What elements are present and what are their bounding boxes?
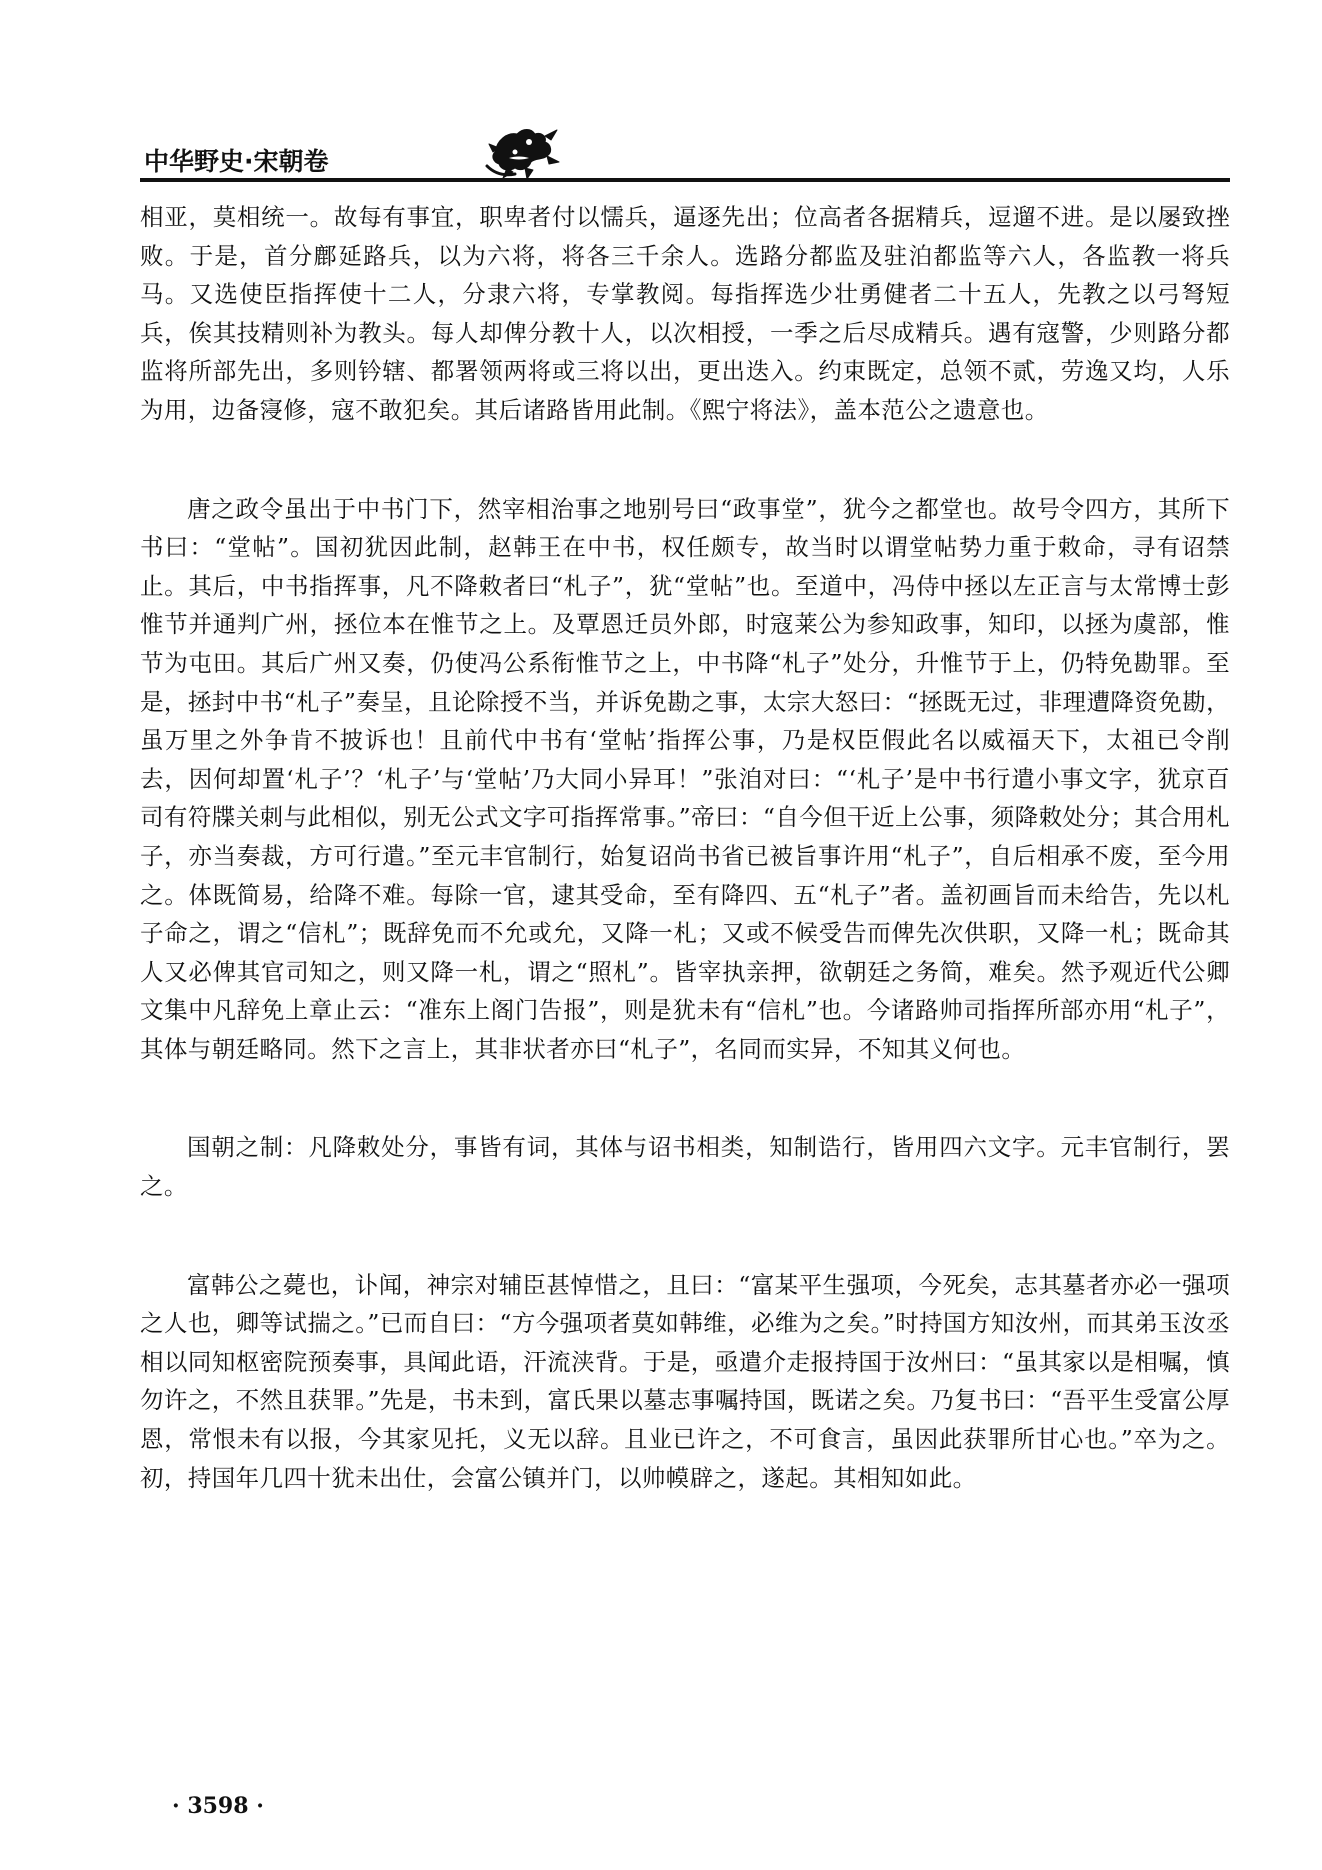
paragraph-2: 唐之政令虽出于中书门下，然宰相治事之地别号曰“政事堂”，犹今之都堂也。故号令四方，其所下书曰：“堂帖”。国初犹因此制，赵韩王在中书，权任颇专，故当时以谓堂帖势力重于敕命，寻有诏禁止。其后，中书指挥事，凡不降敕者曰“札子”，犹“堂帖”也。至道中，冯侍中拯以左正言与太常博士彭惟节并通判广州，拯位本在惟节之上。及覃恩迁员外郎，时寇莱公为参知政事，知印，以拯为虞部，惟节为屯田。其后广州又奏，仍使冯公系衔惟节之上，中书降“札子”处分，升惟节于上，仍特免勘罪。至是，拯封中书“札子”奏呈，且论除授不当，并诉免勘之事，太宗大怒曰：“拯既无过，非理遭降资免勘，虽万里之外争肯不披诉也！且前代中书有‘堂帖’指挥公事，乃是权臣假此名以威福天下，太祖已令削去，因何却置‘札子’？‘札子’与‘堂帖’乃大同小异耳！”张洎对曰：“‘札子’是中书行遣小事文字，犹京百司有符牒关刺与此相似，别无公式文字可指挥常事。”帝曰：“自今但干近上公事，须降敕处分；其合用札子，亦当奏裁，方可行遣。”至元丰官制行，始复诏尚书省已被旨事许用“札子”，自后相承不废，至今用之。体既简易，给降不难。每除一官，逮其受命，至有降四、五“札子”者。盖初画旨而未给告，先以札子命之，谓之“信札”；既辞免而不允或允，又降一札；又或不候受告而俾先次供职，又降一札；既命其人又必俾其官司知之，则又降一札，谓之“照札”。皆宰执亲押，欲朝廷之务简，难矣。然予观近代公卿文集中凡辞免上章止云：“准东上阁门告报”，则是犹未有“信札”也。今诸路帅司指挥所部亦用“札子”，其体与朝廷略同。然下之言上，其非状者亦曰“札子”，名同而实异，不知其义何也。	[140, 494, 1230, 1063]
running-header	[140, 128, 1230, 188]
paragraph-gap	[140, 430, 1230, 490]
paragraph-gap	[140, 1068, 1230, 1128]
paragraph-3: 国朝之制：凡降敕处分，事皆有词，其体与诏书相类，知制诰行，皆用四六文字。元丰官制行，罢之。	[140, 1133, 1230, 1201]
book-title: 中华野史·宋朝卷	[144, 147, 329, 176]
paragraph-1: 相亚，莫相统一。故每有事宜，职卑者付以懦兵，逼逐先出；位高者各据精兵，逗遛不进。是以屡致挫败。于是，首分鄜延路兵，以为六将，将各三千余人。选路分都监及驻泊都监等六人，各监教一将兵马。又选使臣指挥使十二人，分隶六将，专掌教阅。每指挥选少壮勇健者二十五人，先教之以弓弩短兵，俟其技精则补为教头。每人却俾分教十人，以次相授，一季之后尽成精兵。遇有寇警，少则路分都监将所部先出，多则钤辖、都署领两将或三将以出，更出迭入。约束既定，总领不贰，劳逸又均，人乐为用，边备寖修，寇不敢犯矣。其后诸路皆用此制。《熙宁将法》，盖本范公之遗意也。	[140, 203, 1230, 424]
paragraph-4: 富韩公之薨也，讣闻，神宗对辅臣甚悼惜之，且曰：“富某平生强项，今死矣，志其墓者亦必一强项之人也，卿等试揣之。”已而自曰：“方今强项者莫如韩维，必维为之矣。”时持国方知汝州，而其弟玉汝丞相以同知枢密院预奏事，具闻此语，汗流浃背。于是，亟遣介走报持国于汝州曰：“虽其家以是相嘱，慎勿许之，不然且获罪。”先是，书未到，富氏果以墓志事嘱持国，既诺之矣。乃复书曰：“吾平生受富公厚恩，常恨未有以报，今其家见托，义无以辞。且业已许之，不可食言，虽因此获罪所甘心也。”卒为之。初，持国年几四十犹未出仕，会富公镇并门，以帅幙辟之，遂起。其相知如此。	[140, 1270, 1230, 1492]
dragon-emblem-icon	[485, 122, 563, 182]
main-text	[140, 198, 1230, 1497]
paragraph-gap	[140, 1206, 1230, 1266]
page-number: · 3598 ·	[172, 1793, 264, 1819]
header-rule	[140, 178, 1230, 182]
